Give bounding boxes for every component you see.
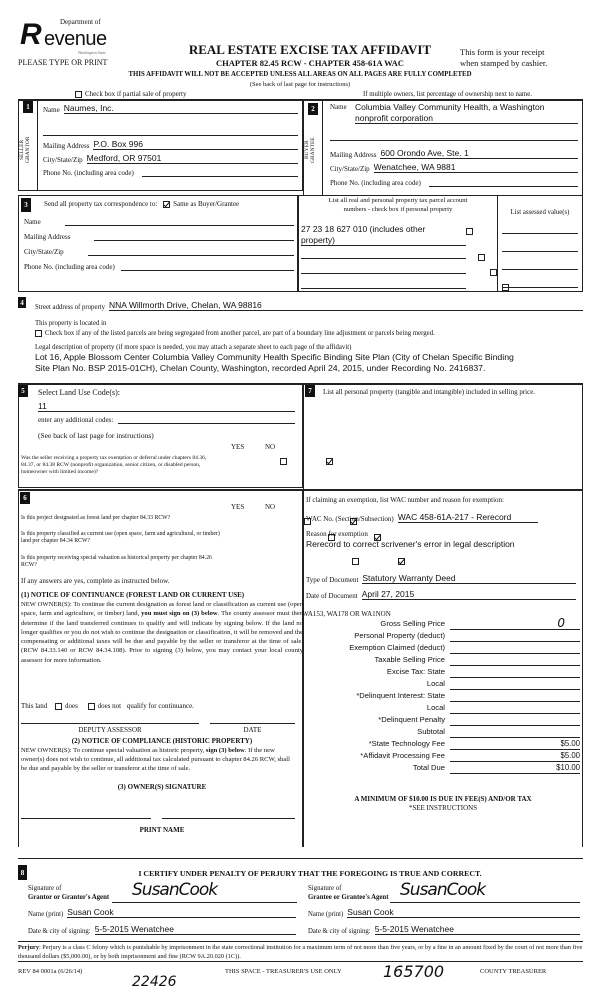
- logo-state: Washington State: [78, 50, 106, 55]
- does-not-qualify-checkbox[interactable]: [88, 703, 95, 710]
- segregated-label: Check box if any of the listed parcels are being segregated from another parcel, are part of a boundary line adjustment or parcels being merged.: [45, 330, 435, 338]
- parcel-3-field[interactable]: [301, 265, 466, 274]
- legal-description-label: Legal description of property (if more space is needed, you may attach a separate sheet to each page of the affidavit): [35, 344, 352, 351]
- seller-label: SELLER: [19, 139, 25, 161]
- fee-label: *State Technology Fee: [368, 739, 445, 748]
- fee-label: Local: [426, 703, 445, 712]
- same-as-buyer-label: Same as Buyer/Grantee: [173, 200, 240, 208]
- parcel-3-personal-checkbox[interactable]: [490, 269, 497, 276]
- fee-label: Taxable Selling Price: [374, 655, 445, 664]
- buyer-city-row: [330, 162, 578, 173]
- grantor-date-field[interactable]: 5-5-2015 Wenatchee: [95, 924, 296, 935]
- additional-codes-row: [38, 415, 295, 424]
- corr-mailing-label: Mailing Address: [24, 233, 71, 241]
- forest-land-question: Is this project designated as forest land per chapter 84.33 RCW?: [21, 515, 171, 521]
- fee-row: [303, 616, 583, 631]
- fee-label: Total Due: [412, 763, 445, 772]
- fee-value-field[interactable]: [450, 655, 580, 666]
- buyer-name-label: Name: [330, 103, 347, 111]
- corr-mailing-row: [24, 232, 294, 241]
- buyer-label: BUYER: [304, 140, 310, 160]
- fee-value-field[interactable]: $5.00: [450, 739, 580, 750]
- fee-row: [303, 715, 583, 727]
- section-number-6: 6: [20, 492, 30, 504]
- fee-label: *Delinquent Penalty: [378, 715, 445, 724]
- land-use-code-field[interactable]: 11: [38, 401, 295, 412]
- notice1-text-bold: you must sign on (3) below: [141, 610, 218, 618]
- does-label: does: [65, 702, 78, 710]
- receipt-note-1: This form is your receipt: [460, 47, 545, 57]
- buyer-mailing-field[interactable]: 600 Orondo Ave, Ste. 1: [380, 148, 578, 159]
- buyer-grantee-label: [304, 130, 320, 170]
- seller-phone-field[interactable]: [142, 167, 298, 177]
- section-number-2: 2: [308, 103, 318, 115]
- notice2-text-a: NEW OWNER(S): To continue special valuation as historic property,: [21, 747, 206, 754]
- fee-value-field[interactable]: $10.00: [450, 763, 580, 774]
- send-correspondence-row: [44, 200, 239, 208]
- partial-sale-label: Check box if partial sale of property: [85, 90, 187, 98]
- section-8-divider: [18, 858, 583, 859]
- fee-value-field[interactable]: [450, 691, 580, 702]
- grantee-name-field[interactable]: Susan Cook: [347, 907, 580, 918]
- corr-phone-row: [24, 262, 294, 271]
- corr-city-field[interactable]: [88, 247, 294, 256]
- grantor-date-row: [28, 924, 296, 935]
- section-number-8: 8: [18, 865, 27, 880]
- buyer-city-label: City/State/Zip: [330, 165, 370, 173]
- notice2-text-b: . If the new owner(s) does not wish to continue, all additional tax calculated pursuant to chapter 84.26 RCW, shall be due and payable by the seller or transferor at the time of sale.: [21, 747, 290, 772]
- handwritten-number-2: 165700: [383, 962, 445, 981]
- corr-phone-field[interactable]: [121, 262, 294, 271]
- corr-city-row: [24, 247, 294, 256]
- perjury-bold: Perjury: [18, 944, 39, 951]
- section-number-5: 5: [18, 385, 28, 397]
- corr-phone-label: Phone No. (including area code): [24, 263, 115, 271]
- print-name-label: PRINT NAME: [139, 826, 185, 834]
- seller-phone-row: [43, 167, 298, 177]
- form-number: REV 84 0001a (6/26/14): [18, 968, 83, 975]
- date-label: DATE: [243, 726, 262, 734]
- form-title: REAL ESTATE EXCISE TAX AFFIDAVIT: [188, 42, 432, 57]
- section-number-1: 1: [23, 101, 33, 113]
- fee-label: Local: [426, 679, 445, 688]
- yes-header-5: YES: [231, 443, 245, 451]
- seller-grantor-label: [19, 130, 35, 170]
- fee-value-field[interactable]: [450, 643, 580, 654]
- parcel-4-field[interactable]: [301, 280, 466, 289]
- minimum-due-note: A MINIMUM OF $10.00 IS DUE IN FEE(S) AND/OR TAX: [354, 795, 532, 803]
- parcel-header-2: numbers - check box if personal property: [343, 206, 453, 213]
- segregated-row: [35, 330, 435, 337]
- land-use-label: Select Land Use Code(s):: [38, 388, 120, 397]
- parcel-1-line-1[interactable]: 27 23 18 627 010 (includes other: [301, 224, 426, 234]
- corr-mailing-field[interactable]: [94, 232, 294, 241]
- yes-header-6: YES: [231, 503, 245, 511]
- assessed-value-1[interactable]: [502, 226, 578, 234]
- seller-mailing-row: [43, 139, 298, 150]
- seller-name-label: Name: [43, 106, 60, 114]
- reason-label: Reason for exemption: [306, 530, 368, 538]
- fee-value-field[interactable]: [450, 679, 580, 690]
- grantor-sig-label-2: Grantor or Grantor's Agent: [28, 894, 110, 901]
- fee-row: [303, 751, 583, 763]
- parcel-1-line-2[interactable]: property): [301, 235, 466, 246]
- multiple-owners-note: If multiple owners, list percentage of ownership next to name.: [363, 91, 532, 98]
- fee-row: [303, 679, 583, 691]
- partial-sale-row: [75, 90, 186, 98]
- street-address-row: [35, 300, 583, 311]
- if-yes-note: If any answers are yes, complete as instructed below.: [21, 577, 170, 585]
- fee-row: [303, 643, 583, 655]
- fee-row: [303, 727, 583, 739]
- form-subtitle: CHAPTER 82.45 RCW - CHAPTER 458-61A WAC: [216, 58, 404, 68]
- fee-label: Subtotal: [417, 727, 445, 736]
- parcel-2-personal-checkbox[interactable]: [478, 254, 485, 261]
- notice1-text-b: . The county assessor must then determine if the land transferred continues to qualify and will indicate by signing below. If the land no longer qualifies or you do not wish to continue the designation or classification, it will be removed and the compensating or additional taxes will be due and payable by the seller or transferor at the time of sale. (RCW 84.33.140 or RCW 84.34.108). Prior to signing (3) below, you may contact your local county assessor for more information.: [21, 610, 303, 664]
- assessed-value-4[interactable]: [502, 280, 578, 288]
- fee-label: Excise Tax: State: [386, 667, 445, 676]
- assessor-date-line[interactable]: [210, 720, 295, 724]
- handwritten-number-1: 22426: [132, 974, 177, 990]
- wac-label: WAC No. (Section/Subsection): [306, 515, 394, 523]
- historical-question: Is this property receiving special valuation as historical property per chapter 84.26 RCW?: [21, 555, 212, 568]
- wa-codes-label: WA153, WA178 OR WA1NON: [302, 610, 391, 618]
- section-number-7: 7: [305, 385, 315, 397]
- buyer-name-field-1[interactable]: Columbia Valley Community Health, a Washington: [355, 102, 545, 112]
- notice-continuance-title: (1) NOTICE OF CONTINUANCE (FOREST LAND OR CURRENT USE): [21, 591, 245, 599]
- exemption-claim-label: If claiming an exemption, list WAC number and reason for exemption:: [306, 496, 504, 504]
- fee-value-field[interactable]: [450, 715, 580, 726]
- doc-date-row: [306, 589, 576, 600]
- grantee-sig-label-1: Signature of: [308, 885, 342, 892]
- does-not-label: does not: [97, 702, 122, 710]
- receipt-note-2: when stamped by cashier.: [460, 58, 548, 68]
- county-treasurer-label: COUNTY TREASURER: [480, 968, 547, 975]
- segregated-checkbox[interactable]: [35, 330, 42, 337]
- grantor-label: GRANTOR: [25, 136, 31, 164]
- grantee-name-label: Name (print): [308, 911, 344, 918]
- warning-text: THIS AFFIDAVIT WILL NOT BE ACCEPTED UNLESS ALL AREAS ON ALL PAGES ARE FULLY COMPLETED: [128, 71, 472, 78]
- legal-description-line-2[interactable]: Site Plan No. BSP 2015-01CH), Chelan County, Washington, recorded April 24, 2015, under Recording No. 2416837.: [35, 363, 486, 373]
- seller-name-line-2[interactable]: [43, 128, 298, 136]
- buyer-name-field-2[interactable]: nonprofit corporation: [355, 113, 578, 124]
- fee-row: [303, 631, 583, 643]
- fee-label: Gross Selling Price: [380, 619, 445, 628]
- fee-label: *Delinquent Interest: State: [356, 691, 445, 700]
- logo-dept-of: Department of: [60, 18, 101, 26]
- section-7-personal-property: [303, 383, 583, 490]
- grantor-name-field[interactable]: Susan Cook: [67, 907, 296, 918]
- grantee-label: GRANTEE: [310, 137, 316, 163]
- reason-field[interactable]: Rerecord to correct scrivener's error in legal description: [306, 539, 515, 549]
- grantee-name-row: [308, 907, 580, 918]
- owner-print-name-line[interactable]: [162, 815, 295, 819]
- notice-compliance-body: [21, 746, 293, 773]
- legal-description-line-1[interactable]: Lot 16, Apple Blossom Center Columbia Valley Community Health Specific Binding Site Plan (City of Chelan Specific Binding: [35, 352, 514, 362]
- seller-mailing-label: Mailing Address: [43, 142, 90, 150]
- buyer-phone-row: [330, 177, 578, 187]
- grantee-signature-field[interactable]: SusanCook: [390, 880, 580, 903]
- parcel-header-1: List all real and personal property tax parcel account: [328, 197, 468, 204]
- same-as-buyer-checkbox[interactable]: [163, 201, 170, 208]
- assessed-value-2[interactable]: [502, 244, 578, 252]
- grantor-date-label: Date & city of signing:: [28, 928, 91, 935]
- fee-value-field[interactable]: $5.00: [450, 751, 580, 762]
- buyer-phone-field[interactable]: [429, 177, 578, 187]
- fee-row: [303, 667, 583, 679]
- notice-compliance-title: (2) NOTICE OF COMPLIANCE (HISTORIC PROPERTY): [71, 737, 253, 745]
- notice2-text-bold: sign (3) below: [205, 747, 245, 754]
- seller-name-field[interactable]: Naumes, Inc.: [64, 103, 298, 114]
- buyer-mailing-label: Mailing Address: [330, 151, 377, 159]
- does-qualify-checkbox[interactable]: [55, 703, 62, 710]
- seller-city-label: City/State/Zip: [43, 156, 83, 164]
- assessed-value-3[interactable]: [502, 262, 578, 270]
- logo-initial: R: [20, 18, 42, 51]
- see-instructions-note: *SEE INSTRUCTIONS: [408, 804, 478, 812]
- fee-label: Exemption Claimed (deduct): [349, 643, 445, 652]
- perjury-text: : Perjury is a class C felony which is punishable by imprisonment in the state correctional institution for a maximum term of not more than five years, or by a fine in an amount fixed by the court of not more than five thousand dollars ($5,000.00), or by both imprisonment and fine (RCW 9A.20.020 (1C)).: [18, 944, 583, 960]
- fee-row: [303, 739, 583, 751]
- seller-name-row: [43, 103, 298, 114]
- doc-type-label: Type of Document: [306, 576, 359, 584]
- grantor-name-label: Name (print): [28, 911, 64, 918]
- owner-signature-line[interactable]: [21, 815, 151, 819]
- fee-value-field[interactable]: [450, 727, 580, 738]
- fee-row: [303, 655, 583, 667]
- seller-city-row: [43, 153, 298, 164]
- buyer-name-line-3[interactable]: [330, 133, 578, 141]
- grantee-date-field[interactable]: 5-5-2015 Wenatchee: [375, 924, 580, 935]
- fee-row: [303, 763, 583, 775]
- no-header-6: NO: [265, 503, 276, 511]
- grantee-date-row: [308, 924, 580, 935]
- continuance-qualify-row: [21, 702, 194, 710]
- send-correspondence-label: Send all property tax correspondence to:: [44, 200, 158, 208]
- seller-city-field[interactable]: Medford, OR 97501: [87, 153, 298, 164]
- perjury-notice: [18, 941, 583, 962]
- corr-city-label: City/State/Zip: [24, 248, 64, 256]
- fee-value-field[interactable]: [450, 631, 580, 642]
- certify-statement: I CERTIFY UNDER PENALTY OF PERJURY THAT THE FOREGOING IS TRUE AND CORRECT.: [138, 869, 482, 878]
- doc-type-row: [306, 573, 576, 584]
- exemption-question: Was the seller receiving a property tax exemption or deferral under chapters 84.36, 84.37, or 84.38 RCW (nonprofit organization, senior citizen, or disabled person, homeowner with limited income)?: [21, 455, 207, 476]
- doc-type-field[interactable]: Statutory Warranty Deed: [362, 573, 576, 584]
- grantee-sig-label-2: Grantee or Grantee's Agent: [308, 894, 389, 901]
- street-address-field[interactable]: NNA Willmorth Drive, Chelan, WA 98816: [109, 300, 583, 311]
- grantor-signature-field[interactable]: SusanCook: [112, 880, 297, 903]
- deputy-assessor-signature-line[interactable]: [21, 720, 199, 724]
- treasurer-use-label: THIS SPACE - TREASURER'S USE ONLY: [225, 968, 342, 975]
- doc-date-field[interactable]: April 27, 2015: [362, 589, 576, 600]
- parcel-1-personal-checkbox[interactable]: [466, 228, 473, 235]
- buyer-mailing-row: [330, 148, 578, 159]
- corr-name-label: Name: [24, 218, 41, 226]
- dor-logo: [20, 14, 120, 59]
- parcel-2-field[interactable]: [301, 250, 466, 259]
- street-address-label: Street address of property: [35, 304, 106, 311]
- fee-value-field[interactable]: [450, 703, 580, 714]
- doc-date-label: Date of Document: [306, 592, 358, 600]
- section-number-4: 4: [18, 297, 26, 308]
- wac-row: [306, 512, 576, 523]
- additional-codes-label: enter any additional codes:: [38, 416, 114, 424]
- fee-label: Personal Property (deduct): [354, 631, 445, 640]
- seller-phone-label: Phone No. (including area code): [43, 169, 134, 177]
- please-type: PLEASE TYPE OR PRINT: [18, 58, 108, 67]
- this-land-label: This land: [21, 702, 48, 710]
- grantee-date-label: Date & city of signing:: [308, 928, 371, 935]
- grantor-sig-label-1: Signature of: [28, 885, 62, 892]
- assessed-header: List assessed value(s): [510, 209, 570, 216]
- partial-sale-checkbox[interactable]: [75, 91, 82, 98]
- fee-value-field[interactable]: 0: [450, 619, 580, 630]
- notice1-text-a: NEW OWNER(S): To continue the current designation as forest land or classification as current use (open space, farm and agriculture, or timber) land,: [21, 601, 303, 618]
- corr-name-field[interactable]: [65, 217, 294, 226]
- personal-property-label: List all personal property (tangible and intangible) included in selling price.: [323, 388, 536, 396]
- fee-value-field[interactable]: [450, 667, 580, 678]
- exemption-yes-checkbox[interactable]: [280, 458, 287, 465]
- see-back-note: (See back of last page for instructions): [38, 431, 154, 440]
- additional-codes-field[interactable]: [118, 415, 295, 424]
- wac-field[interactable]: WAC 458-61A-217 - Rerecord: [398, 512, 538, 523]
- fee-row: [303, 691, 583, 703]
- located-in-label: This property is located in: [35, 320, 107, 327]
- buyer-city-field[interactable]: Wenatchee, WA 9881: [374, 162, 578, 173]
- instructions-note: (See back of last page for instructions): [249, 81, 351, 88]
- section-3-correspondence: [18, 195, 298, 292]
- notice-continuance-body: [21, 600, 303, 665]
- current-use-question: Is this property classified as current use (open space, farm and agricultural, or timber) land per chapter 84.34 RCW?: [21, 531, 220, 544]
- buyer-phone-label: Phone No. (including area code): [330, 179, 421, 187]
- logo-name: evenue: [44, 28, 107, 50]
- no-header-5: NO: [265, 443, 276, 451]
- corr-name-row: [24, 217, 294, 226]
- owner-signature-label: (3) OWNER(S) SIGNATURE: [117, 783, 207, 791]
- fee-label: *Affidavit Processing Fee: [360, 751, 445, 760]
- fee-row: [303, 703, 583, 715]
- grantor-name-row: [28, 907, 296, 918]
- qualify-label: qualify for continuance.: [126, 702, 194, 710]
- deputy-assessor-label: DEPUTY ASSESSOR: [78, 726, 142, 734]
- seller-mailing-field[interactable]: P.O. Box 996: [93, 139, 298, 150]
- section-number-3: 3: [21, 198, 31, 212]
